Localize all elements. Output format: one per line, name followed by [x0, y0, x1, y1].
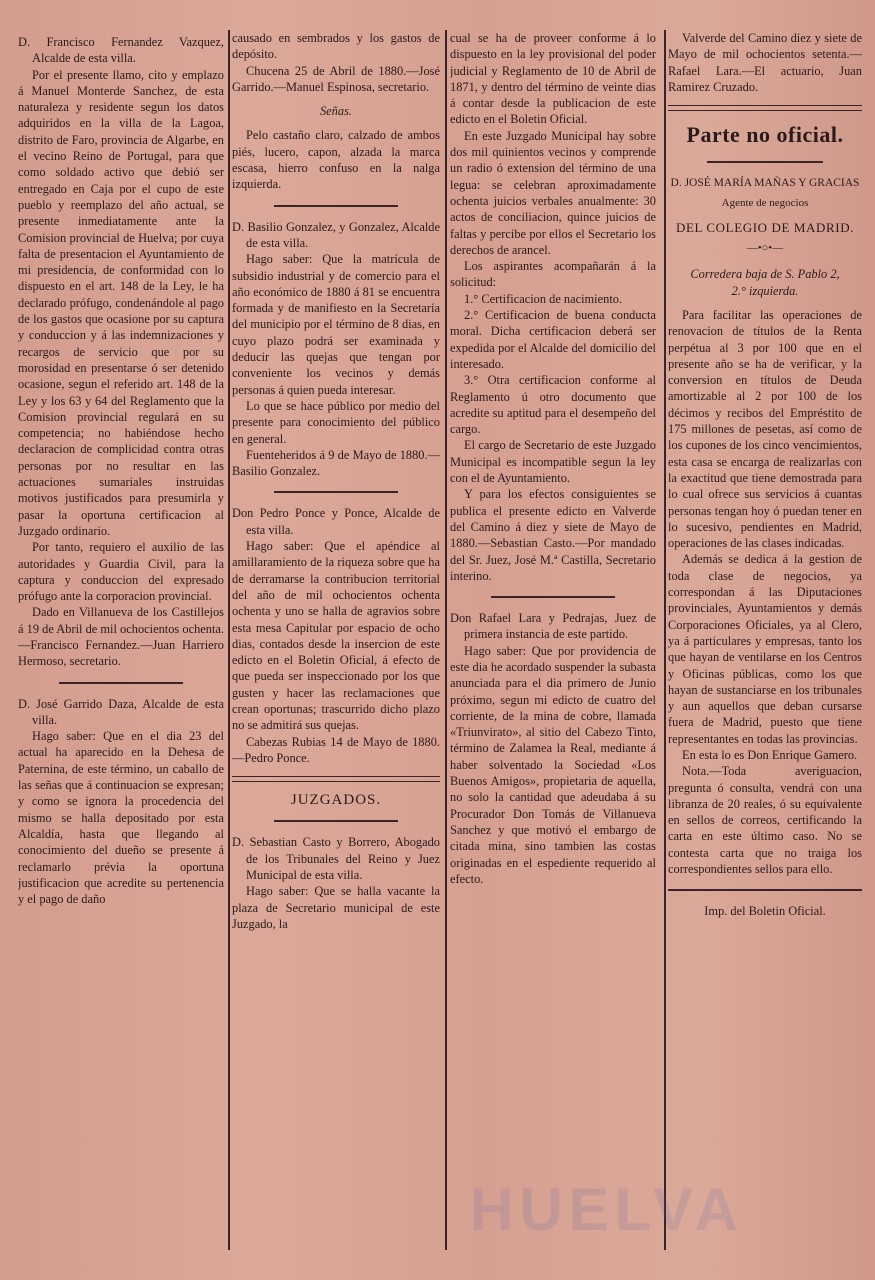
notice-paragraph: cual se ha de proveer conforme á lo dispuesto en la ley provisional del poder judicial y Reglamento de 10 de Abril de 1871, y dentro del término de veinte dias á contar desde la publicacion de este edicto en el Boletin Oficial.: [450, 31, 656, 127]
column-3: [450, 30, 656, 1260]
section-divider: [707, 161, 823, 163]
column-rule: [664, 30, 666, 1250]
advert-note: Nota.—Toda averiguacion, pregunta ó consulta, vendrá con una libranza de 20 reales, ó su equivalente en sellos de correos, certificando la carta en este último caso. No se contesta carta que no traiga los correspondientes sellos para ello.: [668, 764, 862, 877]
agent-name: D. JOSÉ MARÍA MAÑAS Y GRACIAS: [670, 177, 860, 190]
printer-imprint: Imp. del Boletin Oficial.: [704, 904, 826, 919]
notice-paragraph: Por el presente llamo, cito y emplazo á Manuel Monterde Sanchez, de esta naturaleza y residente segun los datos adquiridos en la villa de la Lagoa, distrito de Faro, provincia de Algarbe, en el vecino Reino de Portugal, para que como soldado activo que debió ser entregado en Caja por el cupo de este pueblo y reemplazo del año actual, se presente inmediatamente ante la Comision provincial de Huelva; por cuya falta de presentacion el Ayuntamiento de mi presidencia, de conformidad con lo dispuesto en el art. 148 de la Ley, le ha declarado prófugo, condenándole al pago de los gastos que ocasione por su captura y conduccion y á las indemnizaciones y recargos de servicio que por su morosidad en presentarse ó ser detenido ocasione, segun el referido art. 148 de la Ley y los 63 y 64 del Reglamento que la Comision provincial regulará en su competencia; no habiéndose hecho declaracion de complicidad contra otras personas por no resultar en las actuaciones sumariales instruidas motivos justificados para presumirla y pasar la oportuna certificacion al Juzgado ordinario.: [18, 67, 224, 538]
notice-heading: D. José Garrido Daza, Alcalde de esta villa.: [18, 696, 224, 727]
notice-signature: Valverde del Camino diez y siete de Mayo de mil ochocientos setenta.—Rafael Lara.—El actuario, Juan Ramirez Cruzado.: [668, 31, 862, 94]
notice-paragraph: Hago saber: Que se halla vacante la plaza de Secretario municipal de este Juzgado, la: [232, 884, 440, 931]
section-divider: [668, 105, 862, 111]
notice-paragraph: Lo que se hace público por medio del presente para conocimiento del público en general.: [232, 398, 440, 446]
notice-signature: Chucena 25 de Abril de 1880.—José Garrido.—Manuel Espinosa, secretario.: [232, 63, 440, 94]
notice-paragraph: Hago saber: Que la matrícula de subsidio industrial y de comercio para el año económico de 1880 á 81 se encuentra formada y de manifiesto en la Secretaría del municipio por el término de 8 dias, en cuyo plazo podrá ser examinada y deducir las quejas que tengan por conveniente los vecinos y demás personas á quien pueda interesar.: [232, 252, 440, 397]
requirement-item: 2.° Certificacion de buena conducta moral. Dicha certificacion deberá ser expedida por el Alcalde del domicilio del interesado.: [450, 308, 656, 371]
notice-paragraph: Hago saber: Que en el dia 23 del actual ha aparecido en la Dehesa de Paternina, de este término, un caballo de las señas que á continuacion se expresan; y como se ignora la procedencia del mismo se halla depositado por esta Alcaldía, hasta que llegando al conocimiento del dueño se presente á reclamarlo prévia la oportuna justificacion que acredite su pertenencia y el pago de daño: [18, 729, 224, 907]
column-rule: [228, 30, 230, 1250]
notice-signature: Cabezas Rubias 14 de Mayo de 1880.—Pedro Ponce.: [232, 734, 440, 765]
section-divider: [668, 889, 862, 891]
notice-heading: D. Francisco Fernandez Vazquez, Alcalde de esta villa.: [18, 35, 224, 66]
section-divider: [274, 820, 399, 822]
notice-paragraph: El cargo de Secretario de este Juzgado Municipal es incompatible segun la ley con el de Ayuntamiento.: [450, 438, 656, 486]
section-title: Parte no oficial.: [686, 122, 844, 148]
column-1: [18, 30, 224, 1260]
notice-heading: D. Sebastian Casto y Borrero, Abogado de los Tribunales del Reino y Juez Municipal de esta villa.: [232, 835, 440, 883]
notice-signature: Y para los efectos consiguientes se publica el presente edicto en Valverde del Camino á diez y siete de Mayo de 1880.—Sebastian Casto.—Por mandado del Sr. Juez, José M.ª Castilla, Secretario interino.: [450, 487, 656, 583]
notice-paragraph: Pelo castaño claro, calzado de ambos piés, lucero, capon, alzada la marca escasa, hierro confuso en la nalga izquierda.: [232, 128, 440, 192]
section-divider: [59, 682, 183, 684]
notice-paragraph: Por tanto, requiero el auxilio de las autoridades y Guardia Civil, para la captura y conduccion del expresado prófugo ante la corporacion provincial.: [18, 540, 224, 604]
ornament-divider: —•○•—: [746, 242, 784, 255]
library-watermark: HUELVA: [470, 1176, 744, 1243]
subheading: Señas.: [319, 104, 352, 119]
section-divider: [274, 491, 399, 493]
notice-paragraph: Hago saber: Que por providencia de este dia he acordado suspender la subasta anunciada para el dia primero de Junio próximo, segun mi edicto de cuatro del corriente, de la mina de cobre, llamada «Triunvirato», al sitio del Cabezo Tinto, término de Zalamea la Real, mediante á haber solventado la Sociedad «Los Buenos Amigos», propietaria de aquella, no solo la cantidad que adeudaba á su Procurador Don Tomás de Villanueva Sanchez y que motivó el embargo de citada mina, sino tambien las costas originadas en el espediente requerido al efecto.: [450, 643, 656, 886]
requirement-item: 1.° Certificacion de nacimiento.: [464, 291, 623, 306]
section-divider: [491, 596, 615, 598]
notice-paragraph: Hago saber: Que el apéndice al amillaramiento de la riqueza sobre que ha de derramarse la contribucion territorial del año de mil ochocientos ochenta ochenta y uno se halla de agravios sobre esta mesa Capitular por espacio de ocho dias, contados desde la insercion de este edicto en el Boletin Oficial, á efecto de que pueda ser inspeccionado por los que gusten y hacer las reclamaciones que crean oportunas; trascurrido dicho plazo no se admitirá sus quejas.: [232, 539, 440, 733]
advert-paragraph: Además se dedica á la gestion de toda clase de negocios, ya correspondan á las Diputaciones provinciales, Ayuntamientos y demás Corporaciones Oficiales, ya al Clero, ya á particulares y empresas, tanto los que hayan de ventilarse en los Centros y Oficinas públicas, como los que hayan de sustanciarse en los tribunales y aun aquellos que deban cursarse fuera de Madrid, puesto que tiene representantes en todas las provincias.: [668, 552, 862, 746]
advert-paragraph: En esta lo es Don Enrique Gamero.: [682, 747, 858, 762]
notice-paragraph: causado en sembrados y los gastos de depósito.: [232, 31, 440, 62]
section-divider: [274, 205, 399, 207]
notice-paragraph: En este Juzgado Municipal hay sobre dos mil quinientos vecinos y comprende un radio ó extension del término de una legua: se celebran aproximadamente ochenta juicios verbales anualmente: 30 actos de conciliacion, quince juicios de faltas y percibe por ellos el Secretario los derechos de arancel.: [450, 128, 656, 257]
agent-role: Agente de negocios: [721, 197, 809, 210]
address-line: 2.° izquierda.: [731, 283, 799, 298]
notice-heading: D. Basilio Gonzalez, y Gonzalez, Alcalde de esta villa.: [232, 219, 440, 250]
notice-signature: Fuenteheridos á 9 de Mayo de 1880.—Basilio Gonzalez.: [232, 447, 440, 479]
column-2: [232, 30, 440, 1260]
column-4: [668, 30, 862, 1260]
college-name: DEL COLEGIO DE MADRID.: [675, 219, 855, 235]
section-heading: JUZGADOS.: [290, 792, 382, 809]
notice-paragraph: Los aspirantes acompañarán á la solicitud:: [450, 259, 656, 290]
section-divider: [232, 776, 440, 782]
column-rule: [445, 30, 447, 1250]
advert-paragraph: Para facilitar las operaciones de renovacion de títulos de la Renta perpétua al 3 por 100 que en el presente año se ha de verificar, y la conversion en títulos de Deuda amortizable al 2 por 100 de los décimos y recibos del Empréstito de 175 millones de pesetas, así como de los cupones de los cinco vencimientos, esta casa se encarga de realizarlas con la exactitud que tiene demostrada para lo cual ofrece sus servicios á cuantas personas tengan hoy ó puedan tener en lo sucesivo, pendientes en Madrid, operaciones de las clases indicadas.: [668, 307, 862, 551]
notice-heading: Don Rafael Lara y Pedrajas, Juez de primera instancia de este partido.: [450, 611, 656, 642]
requirement-item: 3.° Otra certificacion conforme al Reglamento ú otro documento que acredite su aptitud para el desempeño del cargo.: [450, 373, 656, 437]
notice-heading: Don Pedro Ponce y Ponce, Alcalde de esta villa.: [232, 506, 440, 537]
notice-signature: Dado en Villanueva de los Castillejos á 19 de Abril de mil ochocientos ochenta.—Francisco Fernandez.—Juan Harriero Hermoso, secretario.: [18, 605, 224, 669]
address-line: Corredera baja de S. Pablo 2,: [690, 267, 840, 282]
